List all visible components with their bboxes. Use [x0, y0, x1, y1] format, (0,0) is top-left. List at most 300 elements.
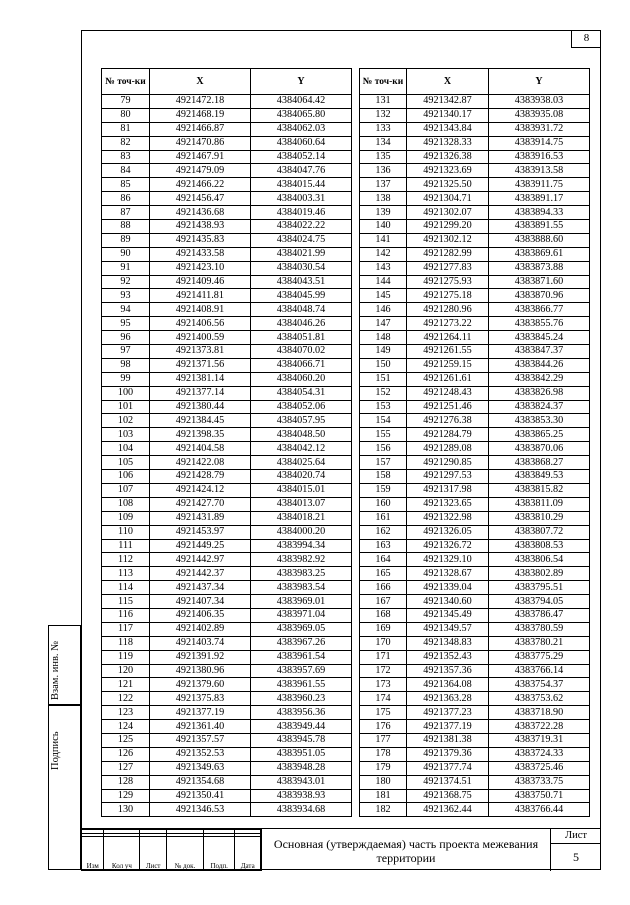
- table-row: [360, 289, 590, 303]
- x-coordinate-cell: 4921261.61: [407, 372, 489, 386]
- x-coordinate-cell: 4921363.28: [407, 692, 489, 706]
- table-row: [360, 386, 590, 400]
- table-row: [360, 136, 590, 150]
- x-coordinate-cell: 4921277.83: [407, 261, 489, 275]
- point-number-cell: 137: [360, 178, 407, 192]
- y-coordinate-cell: 4384052.06: [251, 400, 352, 414]
- x-coordinate-cell: 4921479.09: [150, 164, 251, 178]
- y-coordinate-cell: 4383938.93: [251, 789, 352, 803]
- x-coordinate-cell: 4921264.11: [407, 331, 489, 345]
- table-row: [102, 95, 352, 109]
- table-row: [360, 608, 590, 622]
- point-number-cell: 117: [102, 622, 150, 636]
- revision-column-label: Кол уч: [104, 837, 140, 871]
- x-coordinate-cell: 4921442.37: [150, 567, 251, 581]
- y-coordinate-cell: 4383855.76: [489, 317, 590, 331]
- point-number-cell: 173: [360, 678, 407, 692]
- table-row: [102, 233, 352, 247]
- y-coordinate-cell: 4383949.44: [251, 720, 352, 734]
- header-point-number: № точ-ки: [102, 69, 150, 95]
- point-number-cell: 175: [360, 706, 407, 720]
- y-coordinate-cell: 4384046.26: [251, 317, 352, 331]
- y-coordinate-cell: 4383873.88: [489, 261, 590, 275]
- point-number-cell: 115: [102, 595, 150, 609]
- x-coordinate-cell: 4921261.55: [407, 345, 489, 359]
- x-coordinate-cell: 4921449.25: [150, 539, 251, 553]
- point-number-cell: 178: [360, 747, 407, 761]
- table-row: [102, 317, 352, 331]
- table-row: [102, 622, 352, 636]
- y-coordinate-cell: 4383983.25: [251, 567, 352, 581]
- table-row: [360, 789, 590, 803]
- x-coordinate-cell: 4921436.68: [150, 206, 251, 220]
- point-number-cell: 177: [360, 733, 407, 747]
- table-row: [102, 761, 352, 775]
- y-coordinate-cell: 4384052.14: [251, 150, 352, 164]
- x-coordinate-cell: 4921326.05: [407, 525, 489, 539]
- revision-column-label: Изм: [82, 837, 104, 871]
- table-row: [102, 345, 352, 359]
- signature-label: Подпись: [50, 731, 61, 770]
- x-coordinate-cell: 4921442.97: [150, 553, 251, 567]
- y-coordinate-cell: 4383911.75: [489, 178, 590, 192]
- table-row: [360, 470, 590, 484]
- table-row: [360, 428, 590, 442]
- y-coordinate-cell: 4383824.37: [489, 400, 590, 414]
- point-number-cell: 152: [360, 386, 407, 400]
- point-number-cell: 134: [360, 136, 407, 150]
- x-coordinate-cell: 4921289.08: [407, 442, 489, 456]
- y-coordinate-cell: 4383865.25: [489, 428, 590, 442]
- y-coordinate-cell: 4384057.95: [251, 414, 352, 428]
- y-coordinate-cell: 4383969.01: [251, 595, 352, 609]
- y-coordinate-cell: 4384021.99: [251, 247, 352, 261]
- y-coordinate-cell: 4383871.60: [489, 275, 590, 289]
- point-number-cell: 161: [360, 511, 407, 525]
- table-row: [102, 720, 352, 734]
- y-coordinate-cell: 4383810.29: [489, 511, 590, 525]
- point-number-cell: 94: [102, 303, 150, 317]
- y-coordinate-cell: 4384003.31: [251, 192, 352, 206]
- point-number-cell: 108: [102, 497, 150, 511]
- x-coordinate-cell: 4921297.53: [407, 470, 489, 484]
- table-row: [360, 206, 590, 220]
- table-row: [360, 317, 590, 331]
- x-coordinate-cell: 4921317.98: [407, 483, 489, 497]
- y-coordinate-cell: 4383967.26: [251, 636, 352, 650]
- table-row: [102, 303, 352, 317]
- y-coordinate-cell: 4383795.51: [489, 581, 590, 595]
- table-row: [360, 497, 590, 511]
- table-row: [360, 636, 590, 650]
- table-row: [102, 595, 352, 609]
- point-number-cell: 149: [360, 345, 407, 359]
- point-number-cell: 135: [360, 150, 407, 164]
- y-coordinate-cell: 4384060.20: [251, 372, 352, 386]
- point-number-cell: 163: [360, 539, 407, 553]
- table-row: [360, 664, 590, 678]
- point-number-cell: 109: [102, 511, 150, 525]
- table-row: [102, 706, 352, 720]
- point-number-cell: 120: [102, 664, 150, 678]
- table-row: [102, 372, 352, 386]
- x-coordinate-cell: 4921406.35: [150, 608, 251, 622]
- x-coordinate-cell: 4921349.57: [407, 622, 489, 636]
- point-number-cell: 132: [360, 108, 407, 122]
- table-row: [102, 692, 352, 706]
- point-number-cell: 92: [102, 275, 150, 289]
- y-coordinate-cell: 4383724.33: [489, 747, 590, 761]
- x-coordinate-cell: 4921284.79: [407, 428, 489, 442]
- x-coordinate-cell: 4921374.51: [407, 775, 489, 789]
- table-row: [360, 192, 590, 206]
- table-row: [102, 511, 352, 525]
- sheet-cell: [551, 829, 601, 871]
- revision-column-label: Подп.: [204, 837, 235, 871]
- table-row: [102, 164, 352, 178]
- table-row: [360, 122, 590, 136]
- point-number-cell: 151: [360, 372, 407, 386]
- table-row: [360, 553, 590, 567]
- x-coordinate-cell: 4921422.08: [150, 456, 251, 470]
- page-number: 8: [571, 30, 601, 48]
- x-coordinate-cell: 4921438.93: [150, 220, 251, 234]
- point-number-cell: 101: [102, 400, 150, 414]
- table-row: [360, 372, 590, 386]
- point-number-cell: 99: [102, 372, 150, 386]
- x-coordinate-cell: 4921326.72: [407, 539, 489, 553]
- y-coordinate-cell: 4383951.05: [251, 747, 352, 761]
- point-number-cell: 80: [102, 108, 150, 122]
- point-number-cell: 102: [102, 414, 150, 428]
- x-coordinate-cell: 4921326.38: [407, 150, 489, 164]
- coordinates-table-left: [101, 68, 352, 817]
- table-row: [102, 414, 352, 428]
- table-row: [102, 608, 352, 622]
- x-coordinate-cell: 4921362.44: [407, 803, 489, 817]
- y-coordinate-cell: 4383766.14: [489, 664, 590, 678]
- y-coordinate-cell: 4384015.01: [251, 483, 352, 497]
- table-row: [360, 178, 590, 192]
- y-coordinate-cell: 4384022.22: [251, 220, 352, 234]
- y-coordinate-cell: 4384030.54: [251, 261, 352, 275]
- point-number-cell: 150: [360, 358, 407, 372]
- table-row: [102, 358, 352, 372]
- x-coordinate-cell: 4921340.17: [407, 108, 489, 122]
- y-coordinate-cell: 4383844.26: [489, 358, 590, 372]
- point-number-cell: 126: [102, 747, 150, 761]
- y-coordinate-cell: 4383802.89: [489, 567, 590, 581]
- table-row: [102, 650, 352, 664]
- point-number-cell: 176: [360, 720, 407, 734]
- y-coordinate-cell: 4383754.37: [489, 678, 590, 692]
- table-row: [360, 483, 590, 497]
- x-coordinate-cell: 4921349.63: [150, 761, 251, 775]
- point-number-cell: 121: [102, 678, 150, 692]
- point-number-cell: 142: [360, 247, 407, 261]
- y-coordinate-cell: 4383725.46: [489, 761, 590, 775]
- table-row: [360, 233, 590, 247]
- y-coordinate-cell: 4383957.69: [251, 664, 352, 678]
- table-row: [102, 636, 352, 650]
- table-row: [360, 358, 590, 372]
- point-number-cell: 124: [102, 720, 150, 734]
- point-number-cell: 140: [360, 220, 407, 234]
- x-coordinate-cell: 4921466.22: [150, 178, 251, 192]
- y-coordinate-cell: 4383869.61: [489, 247, 590, 261]
- x-coordinate-cell: 4921435.83: [150, 233, 251, 247]
- table-row: [102, 178, 352, 192]
- point-number-cell: 79: [102, 95, 150, 109]
- x-coordinate-cell: 4921357.57: [150, 733, 251, 747]
- point-number-cell: 160: [360, 497, 407, 511]
- point-number-cell: 97: [102, 345, 150, 359]
- point-number-cell: 180: [360, 775, 407, 789]
- x-coordinate-cell: 4921361.40: [150, 720, 251, 734]
- y-coordinate-cell: 4384019.46: [251, 206, 352, 220]
- x-coordinate-cell: 4921275.18: [407, 289, 489, 303]
- table-row: [102, 483, 352, 497]
- table-row: [360, 706, 590, 720]
- table-row: [102, 581, 352, 595]
- y-coordinate-cell: 4383718.90: [489, 706, 590, 720]
- point-number-cell: 114: [102, 581, 150, 595]
- table-row: [360, 108, 590, 122]
- table-row: [102, 428, 352, 442]
- y-coordinate-cell: 4384015.44: [251, 178, 352, 192]
- y-coordinate-cell: 4383983.54: [251, 581, 352, 595]
- x-coordinate-cell: 4921428.79: [150, 470, 251, 484]
- x-coordinate-cell: 4921329.10: [407, 553, 489, 567]
- table-row: [360, 775, 590, 789]
- y-coordinate-cell: 4383888.60: [489, 233, 590, 247]
- x-coordinate-cell: 4921273.22: [407, 317, 489, 331]
- x-coordinate-cell: 4921380.96: [150, 664, 251, 678]
- x-coordinate-cell: 4921259.15: [407, 358, 489, 372]
- table-row: [102, 803, 352, 817]
- x-coordinate-cell: 4921400.59: [150, 331, 251, 345]
- table-row: [102, 539, 352, 553]
- point-number-cell: 123: [102, 706, 150, 720]
- table-row: [360, 414, 590, 428]
- x-coordinate-cell: 4921248.43: [407, 386, 489, 400]
- x-coordinate-cell: 4921437.34: [150, 581, 251, 595]
- point-number-cell: 98: [102, 358, 150, 372]
- point-number-cell: 116: [102, 608, 150, 622]
- table-row: [360, 164, 590, 178]
- y-coordinate-cell: 4384025.64: [251, 456, 352, 470]
- table-row: [360, 581, 590, 595]
- y-coordinate-cell: 4384045.99: [251, 289, 352, 303]
- point-number-cell: 93: [102, 289, 150, 303]
- point-number-cell: 145: [360, 289, 407, 303]
- coordinates-table-right: [359, 68, 590, 817]
- y-coordinate-cell: 4383750.71: [489, 789, 590, 803]
- y-coordinate-cell: 4383948.28: [251, 761, 352, 775]
- table-row: [102, 220, 352, 234]
- table-row: [360, 678, 590, 692]
- x-coordinate-cell: 4921407.34: [150, 595, 251, 609]
- x-coordinate-cell: 4921468.19: [150, 108, 251, 122]
- x-coordinate-cell: 4921251.46: [407, 400, 489, 414]
- side-column: [68, 625, 81, 870]
- y-coordinate-cell: 4384054.31: [251, 386, 352, 400]
- sheet-label: Лист: [551, 829, 601, 844]
- table-row: [102, 275, 352, 289]
- point-number-cell: 89: [102, 233, 150, 247]
- y-coordinate-cell: 4384020.74: [251, 470, 352, 484]
- y-coordinate-cell: 4383961.55: [251, 678, 352, 692]
- y-coordinate-cell: 4383870.06: [489, 442, 590, 456]
- y-coordinate-cell: 4384064.42: [251, 95, 352, 109]
- x-coordinate-cell: 4921381.38: [407, 733, 489, 747]
- table-row: [360, 456, 590, 470]
- revision-column-label: № док.: [167, 837, 204, 871]
- y-coordinate-cell: 4383849.53: [489, 470, 590, 484]
- table-row: [102, 733, 352, 747]
- point-number-cell: 88: [102, 220, 150, 234]
- x-coordinate-cell: 4921453.97: [150, 525, 251, 539]
- x-coordinate-cell: 4921343.84: [407, 122, 489, 136]
- y-coordinate-cell: 4383969.05: [251, 622, 352, 636]
- x-coordinate-cell: 4921342.87: [407, 95, 489, 109]
- table-row: [360, 220, 590, 234]
- table-row: [360, 692, 590, 706]
- y-coordinate-cell: 4383842.29: [489, 372, 590, 386]
- point-number-cell: 139: [360, 206, 407, 220]
- x-coordinate-cell: 4921379.36: [407, 747, 489, 761]
- point-number-cell: 165: [360, 567, 407, 581]
- header-y: Y: [251, 69, 352, 95]
- x-coordinate-cell: 4921404.58: [150, 442, 251, 456]
- table-row: [360, 595, 590, 609]
- point-number-cell: 146: [360, 303, 407, 317]
- y-coordinate-cell: 4383847.37: [489, 345, 590, 359]
- table-row: [360, 733, 590, 747]
- table-row: [360, 650, 590, 664]
- table-row: [102, 456, 352, 470]
- y-coordinate-cell: 4383815.82: [489, 483, 590, 497]
- x-coordinate-cell: 4921431.89: [150, 511, 251, 525]
- x-coordinate-cell: 4921456.47: [150, 192, 251, 206]
- x-coordinate-cell: 4921340.60: [407, 595, 489, 609]
- x-coordinate-cell: 4921470.86: [150, 136, 251, 150]
- x-coordinate-cell: 4921377.74: [407, 761, 489, 775]
- table-row: [360, 261, 590, 275]
- x-coordinate-cell: 4921364.08: [407, 678, 489, 692]
- y-coordinate-cell: 4383943.01: [251, 775, 352, 789]
- point-number-cell: 166: [360, 581, 407, 595]
- point-number-cell: 91: [102, 261, 150, 275]
- y-coordinate-cell: 4384065.80: [251, 108, 352, 122]
- x-coordinate-cell: 4921384.45: [150, 414, 251, 428]
- table-row: [360, 567, 590, 581]
- y-coordinate-cell: 4384018.21: [251, 511, 352, 525]
- x-coordinate-cell: 4921290.85: [407, 456, 489, 470]
- y-coordinate-cell: 4383994.34: [251, 539, 352, 553]
- y-coordinate-cell: 4383913.58: [489, 164, 590, 178]
- table-row: [102, 247, 352, 261]
- point-number-cell: 133: [360, 122, 407, 136]
- y-coordinate-cell: 4384000.20: [251, 525, 352, 539]
- table-row: [360, 331, 590, 345]
- y-coordinate-cell: 4384043.51: [251, 275, 352, 289]
- point-number-cell: 138: [360, 192, 407, 206]
- point-number-cell: 82: [102, 136, 150, 150]
- y-coordinate-cell: 4383853.30: [489, 414, 590, 428]
- y-coordinate-cell: 4383971.04: [251, 608, 352, 622]
- table-row: [360, 622, 590, 636]
- y-coordinate-cell: 4383891.55: [489, 220, 590, 234]
- table-row: [102, 206, 352, 220]
- y-coordinate-cell: 4383914.75: [489, 136, 590, 150]
- table-row: [102, 192, 352, 206]
- point-number-cell: 157: [360, 456, 407, 470]
- x-coordinate-cell: 4921304.71: [407, 192, 489, 206]
- revision-column-label: Дата: [235, 837, 261, 871]
- y-coordinate-cell: 4383766.44: [489, 803, 590, 817]
- x-coordinate-cell: 4921302.07: [407, 206, 489, 220]
- x-coordinate-cell: 4921379.60: [150, 678, 251, 692]
- point-number-cell: 179: [360, 761, 407, 775]
- y-coordinate-cell: 4383945.78: [251, 733, 352, 747]
- x-coordinate-cell: 4921472.18: [150, 95, 251, 109]
- point-number-cell: 90: [102, 247, 150, 261]
- point-number-cell: 141: [360, 233, 407, 247]
- x-coordinate-cell: 4921466.87: [150, 122, 251, 136]
- point-number-cell: 167: [360, 595, 407, 609]
- point-number-cell: 87: [102, 206, 150, 220]
- point-number-cell: 111: [102, 539, 150, 553]
- table-row: [360, 150, 590, 164]
- point-number-cell: 169: [360, 622, 407, 636]
- x-coordinate-cell: 4921403.74: [150, 636, 251, 650]
- x-coordinate-cell: 4921377.19: [150, 706, 251, 720]
- table-row: [360, 275, 590, 289]
- table-row: [102, 136, 352, 150]
- point-number-cell: 171: [360, 650, 407, 664]
- x-coordinate-cell: 4921346.53: [150, 803, 251, 817]
- point-number-cell: 104: [102, 442, 150, 456]
- table-row: [102, 789, 352, 803]
- x-coordinate-cell: 4921391.92: [150, 650, 251, 664]
- table-row: [102, 261, 352, 275]
- y-coordinate-cell: 4384048.50: [251, 428, 352, 442]
- x-coordinate-cell: 4921328.33: [407, 136, 489, 150]
- y-coordinate-cell: 4383866.77: [489, 303, 590, 317]
- x-coordinate-cell: 4921371.56: [150, 358, 251, 372]
- x-coordinate-cell: 4921302.12: [407, 233, 489, 247]
- x-coordinate-cell: 4921323.69: [407, 164, 489, 178]
- y-coordinate-cell: 4383811.09: [489, 497, 590, 511]
- point-number-cell: 143: [360, 261, 407, 275]
- point-number-cell: 96: [102, 331, 150, 345]
- table-row: [102, 400, 352, 414]
- y-coordinate-cell: 4383916.53: [489, 150, 590, 164]
- point-number-cell: 106: [102, 470, 150, 484]
- table-row: [360, 803, 590, 817]
- y-coordinate-cell: 4383794.05: [489, 595, 590, 609]
- point-number-cell: 118: [102, 636, 150, 650]
- table-row: [360, 442, 590, 456]
- y-coordinate-cell: 4384060.64: [251, 136, 352, 150]
- y-coordinate-cell: 4383870.96: [489, 289, 590, 303]
- table-row: [102, 386, 352, 400]
- point-number-cell: 85: [102, 178, 150, 192]
- point-number-cell: 119: [102, 650, 150, 664]
- point-number-cell: 84: [102, 164, 150, 178]
- x-coordinate-cell: 4921354.68: [150, 775, 251, 789]
